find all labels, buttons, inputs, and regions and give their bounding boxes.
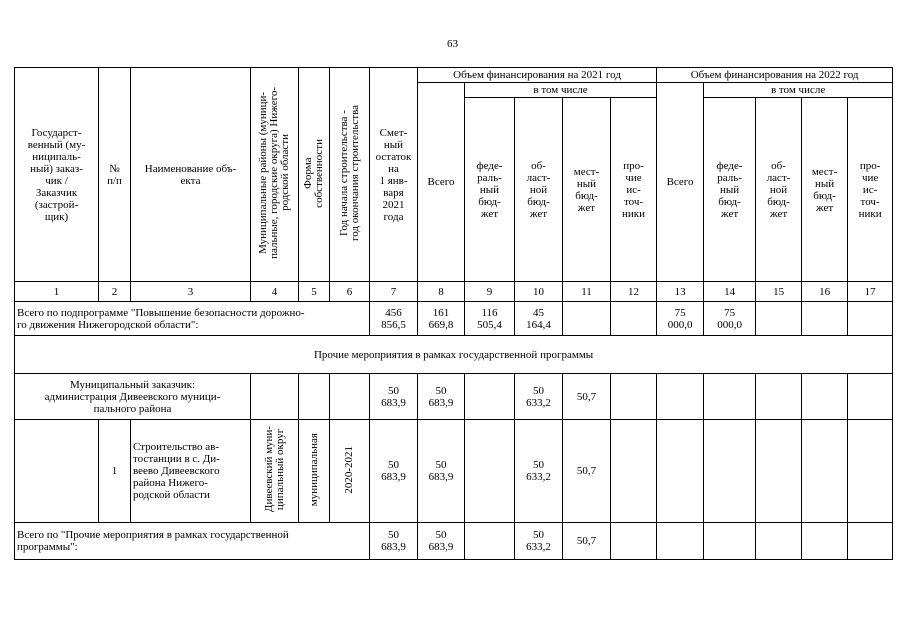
cell-regional-2021: 50 633,2	[515, 374, 563, 420]
object-ownership-text: муниципальная	[307, 432, 320, 507]
object-municipality-text: Дивеевский муни- ципальный округ	[262, 426, 286, 513]
object-name: Строительство ав- тостанции в с. Ди- веево Дивеевского района Нижего- родской области	[131, 420, 251, 523]
col-number: 11	[563, 282, 611, 302]
col-number: 9	[465, 282, 515, 302]
cell-other-2021	[611, 523, 657, 560]
section-title: Прочие мероприятия в рамках государственной программы	[15, 336, 893, 374]
table-row	[15, 302, 893, 336]
table-row	[15, 420, 893, 523]
header-regional-2021: об- ласт- ной бюд- жет	[515, 98, 563, 282]
object-municipality	[251, 420, 299, 523]
cell-remaining: 50 683,9	[370, 523, 418, 560]
cell-regional-2022	[756, 302, 802, 336]
object-number: 1	[99, 420, 131, 523]
cell-regional-2021: 50 633,2	[515, 523, 563, 560]
col-number: 12	[611, 282, 657, 302]
col-number: 16	[802, 282, 848, 302]
table-row	[15, 523, 893, 560]
cell-federal-2022: 75 000,0	[704, 302, 756, 336]
table-row	[15, 374, 893, 420]
header-years-text: Год начала строительства - год окончания строительства	[337, 105, 361, 241]
program-total-label: Всего по "Прочие мероприятия в рамках государственной программы":	[15, 523, 370, 560]
header-incl-2021: в том числе	[465, 83, 657, 98]
header-ownership	[299, 68, 330, 282]
cell-other-2021	[611, 302, 657, 336]
header-other-2021: про- чие ис- точ- ники	[611, 98, 657, 282]
col-number: 14	[704, 282, 756, 302]
header-years	[330, 68, 370, 282]
cell-local-2022	[802, 302, 848, 336]
col-number: 2	[99, 282, 131, 302]
cell-local-2021	[563, 302, 611, 336]
cell-regional-2021: 50 633,2	[515, 420, 563, 523]
header-municipality	[251, 68, 299, 282]
header-federal-2021: феде- раль- ный бюд- жет	[465, 98, 515, 282]
header-federal-2022: феде- раль- ный бюд- жет	[704, 98, 756, 282]
header-ownership-text: Форма собственности	[302, 138, 325, 208]
col-number: 15	[756, 282, 802, 302]
financing-table	[14, 67, 893, 560]
object-years	[330, 420, 370, 523]
header-group-2022: Объем финансирования на 2022 год	[657, 68, 893, 83]
cell-remaining: 456 856,5	[370, 302, 418, 336]
header-total-2022: Всего	[657, 83, 704, 282]
object-years-text: 2020-2021	[343, 445, 355, 494]
cell-local-2021: 50,7	[563, 374, 611, 420]
header-customer: Государст- венный (му- ниципаль- ный) заказ- чик / Заказчик (застрой- щик)	[15, 68, 99, 282]
cell-other-2021	[611, 420, 657, 523]
cell-remaining: 50 683,9	[370, 374, 418, 420]
header-regional-2022: об- ласт- ной бюд- жет	[756, 98, 802, 282]
col-number: 6	[330, 282, 370, 302]
subprogram-total-label: Всего по подпрограмме "Повышение безопасности дорожно- го движения Нижегородской области":	[15, 302, 370, 336]
customer-label: Муниципальный заказчик: администрация Дивеевского муници- пального района	[15, 374, 251, 420]
column-numbers-row	[15, 282, 893, 302]
object-ownership	[299, 420, 330, 523]
cell-federal-2021	[465, 523, 515, 560]
col-number: 10	[515, 282, 563, 302]
header-incl-2022: в том числе	[704, 83, 893, 98]
cell-other-2021	[611, 374, 657, 420]
cell-local-2021: 50,7	[563, 523, 611, 560]
cell-federal-2021: 116 505,4	[465, 302, 515, 336]
cell-total-2021: 50 683,9	[418, 374, 465, 420]
col-number: 5	[299, 282, 330, 302]
header-num: № п/п	[99, 68, 131, 282]
col-number: 4	[251, 282, 299, 302]
cell-total-2021: 50 683,9	[418, 523, 465, 560]
header-local-2021: мест- ный бюд- жет	[563, 98, 611, 282]
cell-regional-2021: 45 164,4	[515, 302, 563, 336]
cell-total-2021: 161 669,8	[418, 302, 465, 336]
cell-remaining: 50 683,9	[370, 420, 418, 523]
header-remaining: Смет- ный остаток на 1 янв- варя 2021 года	[370, 68, 418, 282]
col-number: 3	[131, 282, 251, 302]
col-number: 1	[15, 282, 99, 302]
page-number: 63	[447, 38, 458, 50]
section-row	[15, 336, 893, 374]
cell-local-2021: 50,7	[563, 420, 611, 523]
header-group-2021: Объем финансирования на 2021 год	[418, 68, 657, 83]
col-number: 7	[370, 282, 418, 302]
cell-total-2021: 50 683,9	[418, 420, 465, 523]
header-total-2021: Всего	[418, 83, 465, 282]
col-number: 13	[657, 282, 704, 302]
header-local-2022: мест- ный бюд- жет	[802, 98, 848, 282]
header-municipality-text: Муниципальные районы (муници- пальные, городские округа) Нижего- родской области	[257, 87, 291, 259]
cell-federal-2021	[465, 420, 515, 523]
header-other-2022: про- чие ис- точ- ники	[848, 98, 893, 282]
cell-federal-2021	[465, 374, 515, 420]
cell-total-2022: 75 000,0	[657, 302, 704, 336]
col-number: 8	[418, 282, 465, 302]
header-object-name: Наименование объ- екта	[131, 68, 251, 282]
cell-other-2022	[848, 302, 893, 336]
col-number: 17	[848, 282, 893, 302]
